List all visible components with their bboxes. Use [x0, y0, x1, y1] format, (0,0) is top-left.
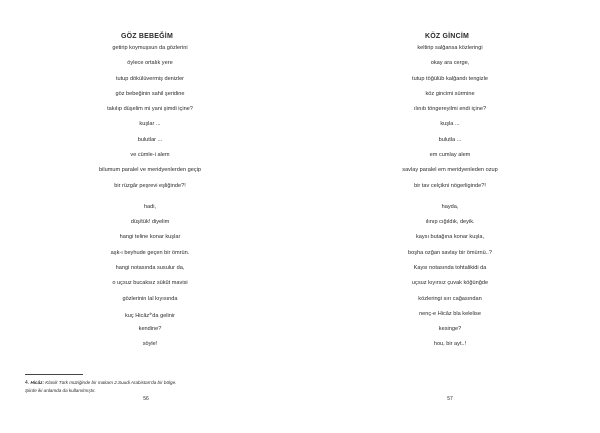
footnote — [25, 379, 176, 395]
poem-title: KÖZ GİNCİM — [425, 33, 469, 40]
poem-line-part: kuç Hicâz — [124, 312, 150, 319]
poem-line: o uçsuz bucaksız sükût mavisi — [112, 280, 188, 287]
poem-line: ılınıb töngereyilmi endi içine? — [413, 106, 487, 113]
poem-title: GÖZ BEBEĞİM — [121, 33, 173, 40]
poem-line: em cumlay alem — [429, 151, 471, 158]
footnote-line-1 — [25, 379, 176, 387]
footnote-term: Hicâz: — [30, 380, 44, 385]
footnote-line-2: Şiirde iki anlamda da kullanılmıştır. — [25, 388, 96, 393]
poem-line: savlay paralel em meridyenleden ozup — [402, 167, 498, 174]
poem-line: bulutlar ... — [137, 136, 163, 143]
poem-line: kendine? — [138, 326, 162, 333]
poem-line: köz gincimi sürmine — [425, 90, 475, 97]
poem-line: hangi notasında susulur da, — [115, 264, 185, 271]
poem-line: bulutla ... — [438, 136, 462, 143]
poem-line-with-footnote — [0, 312, 300, 318]
poem-line: gözlerinin lal kıyısında — [122, 295, 178, 302]
poem-line: kaysı butağına konar kuşla, — [415, 234, 485, 241]
poem-line: takılıp düşelim mi yani şimdi içine? — [107, 106, 193, 113]
poem-line: hayda, — [441, 203, 459, 210]
poem-line: okay ara cerge, — [430, 60, 470, 67]
poem-line: nenç-e Hicâz bla kelelise — [419, 310, 481, 317]
poem-line: öylece ortalık yere — [127, 60, 173, 67]
poem-line: hangi teline konar kuşlar — [119, 234, 181, 241]
poem-line: söyle! — [142, 341, 158, 348]
footnote-number: 4. — [25, 380, 30, 386]
poem-line: boşha ozğan savlay bir ömürnü..? — [408, 249, 492, 256]
poem-body — [300, 46, 600, 358]
poem-line: uçsuz kıyırsız çuvak köğünğde — [411, 280, 489, 287]
poem-body — [0, 46, 300, 358]
poem-line: düş/tük! diyelim — [130, 219, 170, 226]
poem-line: közleringi sırı cağasından — [418, 295, 482, 302]
poem-line: hadi, — [143, 203, 157, 210]
poem-line: ılınıp cığıldık, deyik. — [425, 219, 475, 226]
poem-line: kuşlar ... — [139, 121, 161, 128]
page-number: 57 — [447, 396, 453, 402]
footnote-divider — [25, 374, 83, 375]
poem-line: hou, bir ayt..! — [433, 341, 467, 348]
poem-line: kuşla ... — [440, 121, 460, 128]
poem-line: tutup töğülüb kalğandı tengizle — [412, 75, 488, 82]
poem-line: bilumum paralel ve meridyenlerden geçip — [99, 167, 201, 174]
footnote-text: Klasik Türk müziğinde bir makam 2.Suudi Arabistan'da bir bölge. — [45, 380, 177, 385]
poem-line: göz bebeğinin sahil şeridine — [115, 90, 185, 97]
poem-line: bir tav celçikni nögerliginde?! — [414, 182, 486, 189]
footnote-ref[interactable]: 4 — [149, 311, 152, 316]
poem-line: keltirip salğansa közleringi — [417, 45, 483, 51]
poem-line: kesinge? — [438, 326, 462, 333]
right-page — [300, 0, 600, 433]
poem-line-part: 'da gelinir — [151, 312, 176, 319]
poem-line: Kaysı notasında tohtalikidi da — [413, 264, 487, 271]
poem-line: ve cümle-i alem — [130, 151, 170, 158]
poem-line: tutup dökülüvermiş denizler — [115, 75, 185, 82]
poem-line: getirip koymuşsun da gözlerini — [112, 45, 188, 51]
page-number: 56 — [143, 396, 149, 402]
poem-line: aşk-ı beyhude geçen bir ömrün. — [110, 249, 190, 256]
poem-line: bir rüzgâr peşrevi eşliğinde?! — [114, 182, 186, 189]
